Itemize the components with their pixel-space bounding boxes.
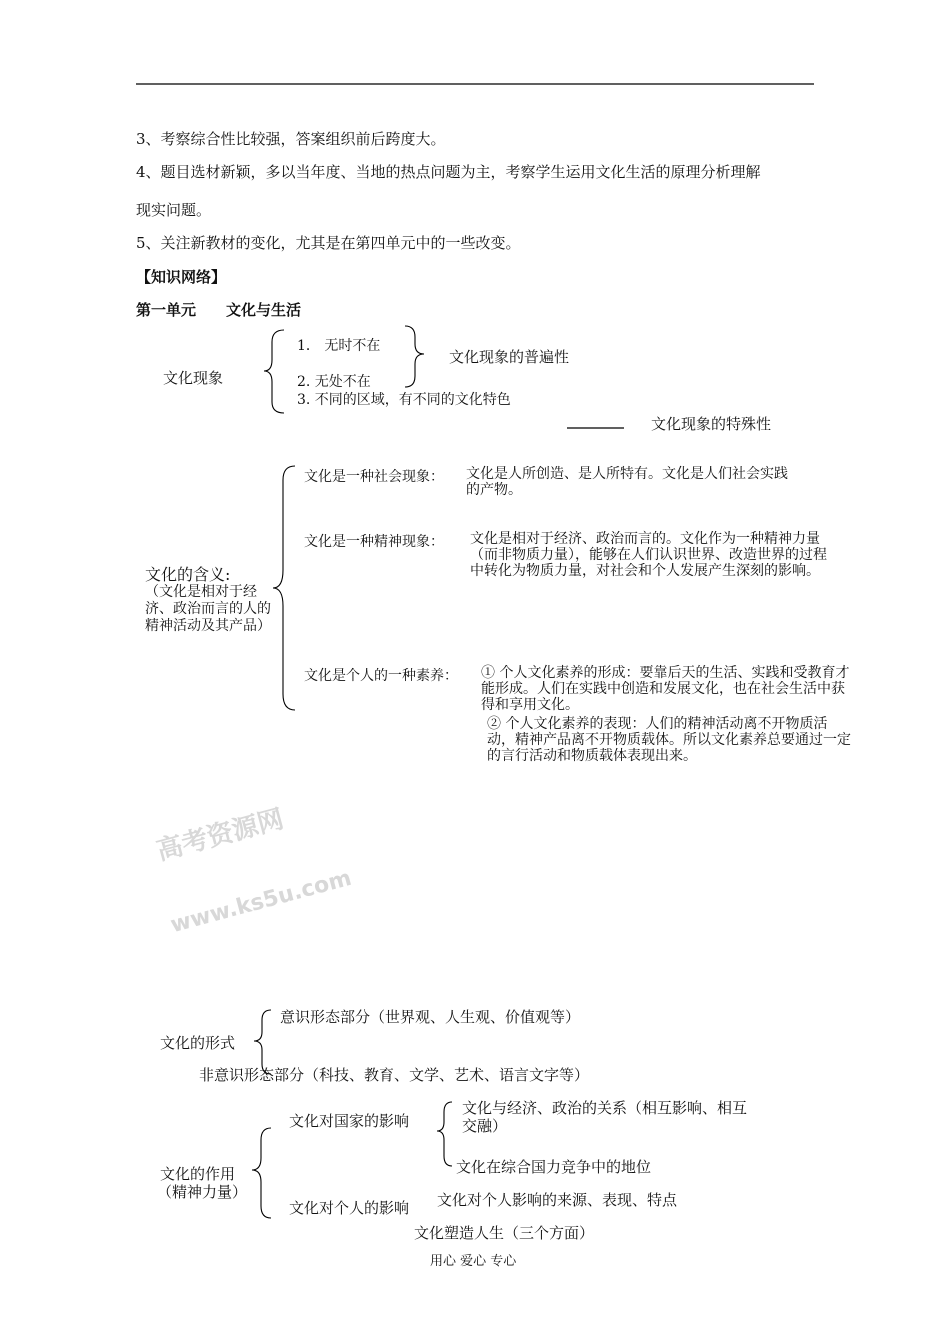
intro-item-4-line2: 现实问题。 — [136, 201, 212, 219]
intro-item-3: 3、考察综合性比较强，答案组织前后跨度大。 — [136, 130, 446, 148]
form-non-ideology: 非意识形态部分（科技、教育、文学、艺术、语言文字等） — [199, 1066, 590, 1084]
unit-title: 第一单元 文化与生活 — [136, 301, 302, 319]
meaning-note: （文化是相对于经济、政治而言的人的精神活动及其产品） — [145, 584, 271, 634]
meaning-literacy-text-1: ① 个人文化素养的形成：要靠后天的生活、实践和受教育才能形成。人们在实践中创造和发展文化，也在社会生活中获得和享用文化。 — [481, 665, 850, 713]
meaning-literacy-text-2: ② 个人文化素养的表现：人们的精神活动离不开物质活动，精神产品离不开物质载体。所以文化素养总要通过一定的言行活动和物质载体表现出来。 — [487, 716, 851, 764]
intro-item-4-line1: 4、题目选材新颖，多以当年度、当地的热点问题为主，考察学生运用文化生活的原理分析理解 — [136, 163, 761, 181]
role-country: 文化对国家的影响 — [289, 1112, 410, 1130]
phenomenon-label: 文化现象 — [163, 369, 224, 387]
form-label: 文化的形式 — [160, 1034, 236, 1052]
meaning-title: 文化的含义: — [145, 565, 231, 584]
role-person-item-1: 文化对个人影响的来源、表现、特点 — [437, 1191, 678, 1209]
meaning-spirit-label: 文化是一种精神现象： — [304, 534, 444, 550]
country-brace — [437, 1102, 452, 1166]
phenomenon-item-1: 1． 无时不在 — [297, 338, 381, 354]
phenomenon-universality: 文化现象的普遍性 — [449, 348, 570, 366]
universality-brace — [405, 326, 424, 387]
intro-item-5: 5、关注新教材的变化，尤其是在第四单元中的一些改变。 — [136, 234, 521, 252]
role-label-line-2: （精神力量） — [157, 1183, 248, 1201]
phenomenon-brace — [264, 330, 284, 413]
phenomenon-particularity: 文化现象的特殊性 — [651, 415, 772, 433]
watermark-line-2: www.ks5u.com — [168, 865, 355, 939]
role-label-line-1: 文化的作用 — [160, 1165, 236, 1183]
meaning-brace — [273, 466, 295, 710]
meaning-literacy-label: 文化是个人的一种素养： — [304, 668, 458, 684]
meaning-social-text: 文化是人所创造、是人所特有。文化是人们社会实践的产物。 — [466, 466, 788, 498]
role-person-item-2: 文化塑造人生（三个方面） — [414, 1224, 595, 1242]
phenomenon-item-3: 3. 不同的区域，有不同的文化特色 — [297, 392, 511, 408]
form-ideology: 意识形态部分（世界观、人生观、价值观等） — [280, 1008, 581, 1026]
footer-motto: 用心 爱心 专心 — [430, 1254, 517, 1269]
meaning-social-label: 文化是一种社会现象： — [304, 469, 444, 485]
role-country-item-2: 文化在综合国力竞争中的地位 — [456, 1158, 652, 1176]
role-country-item-1: 文化与经济、政治的关系（相互影响、相互交融） — [462, 1099, 748, 1135]
role-person: 文化对个人的影响 — [289, 1199, 410, 1217]
watermark-line-1: 高考资源网 — [153, 804, 287, 867]
meaning-spirit-text: 文化是相对于经济、政治而言的。文化作为一种精神力量（而非物质力量），能够在人们认识世界、改造世界的过程中转化为物质力量，对社会和个人发展产生深刻的影响。 — [470, 531, 827, 579]
role-brace — [252, 1128, 271, 1218]
network-title: 【知识网络】 — [136, 268, 227, 286]
phenomenon-item-2: 2. 无处不在 — [297, 374, 371, 390]
